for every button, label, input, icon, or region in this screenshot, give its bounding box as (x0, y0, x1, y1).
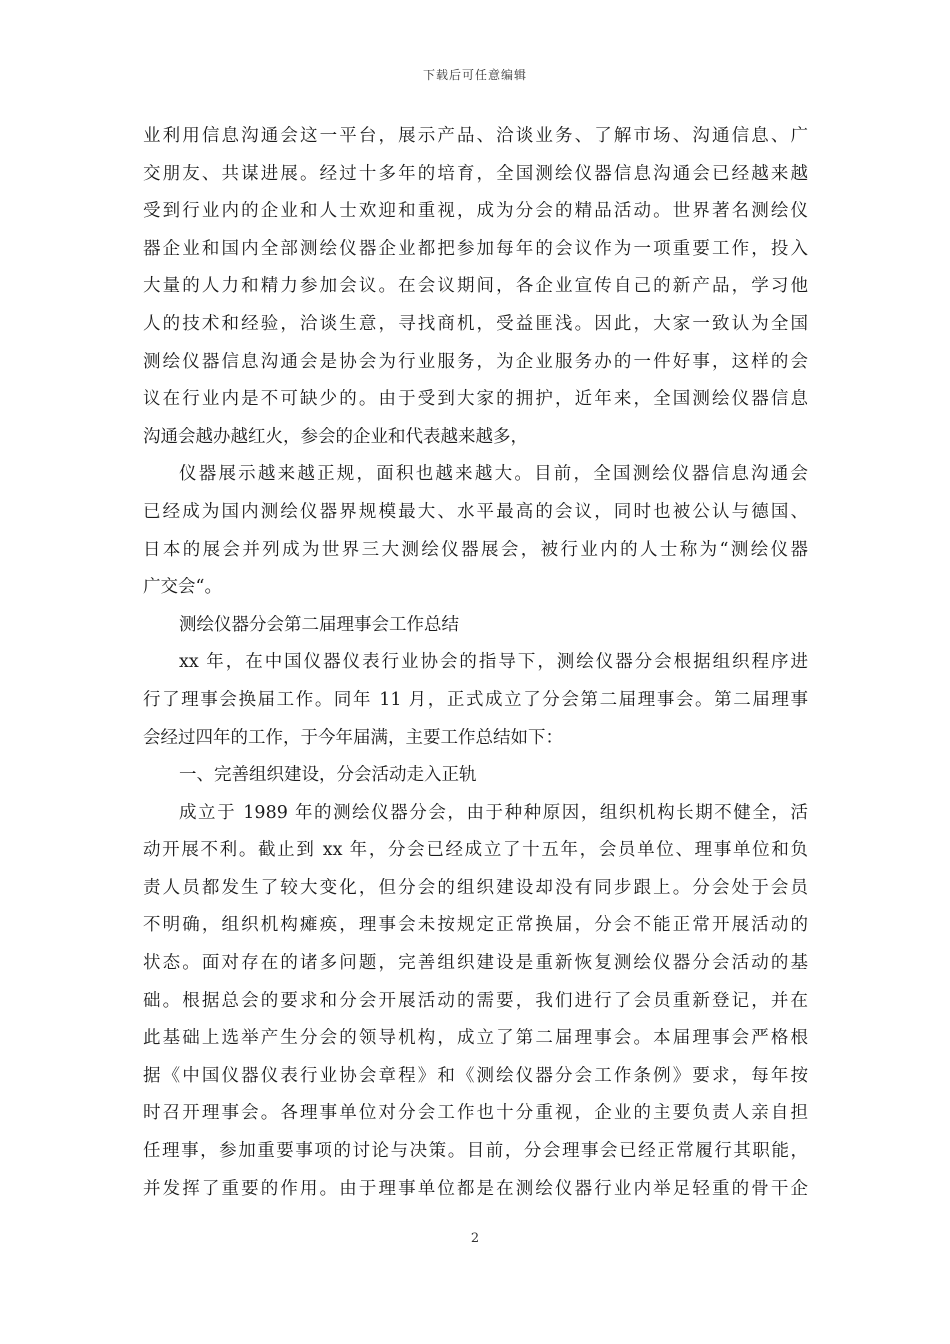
text-line: 动开展不利。截止到 xx 年，分会已经成立了十五年，会员单位、理事单位和负 (143, 840, 808, 861)
text-line: 议在行业内是不可缺少的。由于受到大家的拥护，近年来，全国测绘仪器信息 (143, 389, 808, 410)
text-line: 业利用信息沟通会这一平台，展示产品、洽谈业务、了解市场、沟通信息、广 (143, 126, 808, 146)
text-line: 础。根据总会的要求和分会开展活动的需要，我们进行了会员重新登记，并在 (143, 990, 808, 1011)
text-line: 并发挥了重要的作用。由于理事单位都是在测绘仪器行业内举足轻重的骨干企 (143, 1178, 808, 1199)
text-line: 据《中国仪器仪表行业协会章程》和《测绘仪器分会工作条例》要求，每年按 (143, 1065, 808, 1086)
text-line: 器企业和国内全部测绘仪器企业都把参加每年的会议作为一项重要工作，投入 (143, 238, 808, 259)
text-line: 成立于 1989 年的测绘仪器分会，由于种种原因，组织机构长期不健全，活 (179, 802, 808, 823)
text-line: 一、完善组织建设，分会活动走入正轨 (179, 765, 477, 786)
text-line: 会经过四年的工作，于今年届满，主要工作总结如下： (143, 727, 563, 748)
text-line: 此基础上选举产生分会的领导机构，成立了第二届理事会。本届理事会严格根 (143, 1028, 808, 1049)
text-line: 沟通会越办越红火，参会的企业和代表越来越多， (143, 426, 528, 447)
body-text (143, 118, 808, 1208)
text-line: 测绘仪器信息沟通会是协会为行业服务，为企业服务办的一件好事，这样的会 (143, 351, 808, 372)
text-line: 广交会“。 (143, 577, 222, 598)
text-line: 任理事，参加重要事项的讨论与决策。目前，分会理事会已经正常履行其职能， (143, 1141, 808, 1162)
text-line: 仪器展示越来越正规，面积也越来越大。目前，全国测绘仪器信息沟通会 (179, 464, 808, 485)
text-line: 日本的展会并列成为世界三大测绘仪器展会，被行业内的人士称为“测绘仪器 (143, 539, 808, 560)
text-line: 交朋友、共谋进展。经过十多年的培育，全国测绘仪器信息沟通会已经越来越 (143, 163, 808, 184)
text-line: 受到行业内的企业和人士欢迎和重视，成为分会的精品活动。世界著名测绘仪 (143, 201, 808, 222)
text-line: 大量的人力和精力参加会议。在会议期间，各企业宣传自己的新产品，学习他 (143, 276, 808, 297)
text-line: 已经成为国内测绘仪器界规模最大、水平最高的会议，同时也被公认与德国、 (143, 501, 808, 522)
text-line: 行了理事会换届工作。同年 11 月，正式成立了分会第二届理事会。第二届理事 (143, 689, 808, 710)
text-line: 状态。面对存在的诸多问题，完善组织建设是重新恢复测绘仪器分会活动的基 (143, 953, 808, 974)
text-line: 时召开理事会。各理事单位对分会工作也十分重视，企业的主要负责人亲自担 (143, 1103, 808, 1124)
text-line: xx 年，在中国仪器仪表行业协会的指导下，测绘仪器分会根据组织程序进 (179, 652, 808, 673)
text-line: 人的技术和经验，洽谈生意，寻找商机，受益匪浅。因此，大家一致认为全国 (143, 313, 808, 334)
text-line: 测绘仪器分会第二届理事会工作总结 (179, 614, 459, 635)
text-line: 不明确，组织机构瘫痪，理事会未按规定正常换届，分会不能正常开展活动的 (143, 915, 808, 936)
page-header: 下载后可任意编辑 (422, 68, 527, 82)
text-line: 责人员都发生了较大变化，但分会的组织建设却没有同步跟上。分会处于会员 (143, 877, 808, 898)
page-number: 2 (470, 1231, 480, 1246)
